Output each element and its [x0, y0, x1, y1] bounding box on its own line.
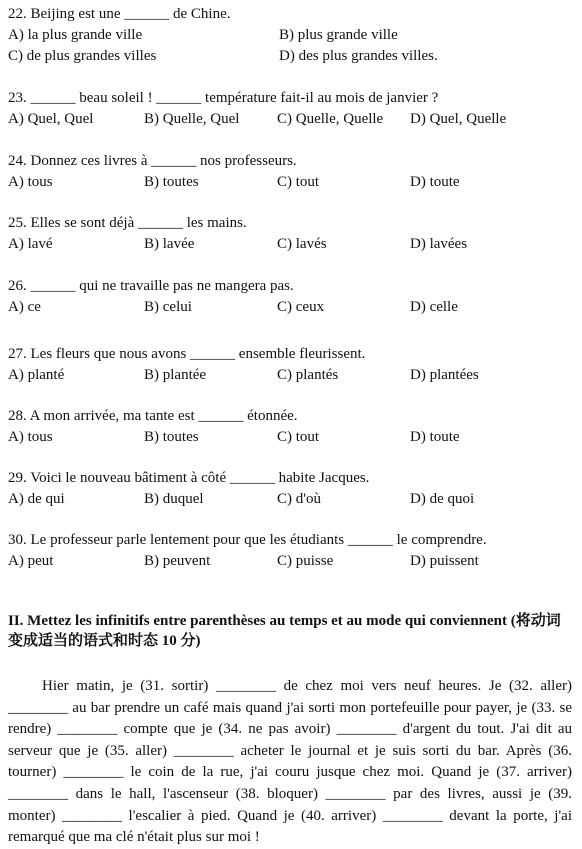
question-text: 27. Les fleurs que nous avons ______ ensemble fleurissent. — [8, 346, 366, 362]
question-27 — [8, 345, 574, 387]
option-b: B) plus grande ville — [279, 27, 398, 43]
option-d: D) de quoi — [410, 491, 475, 507]
option-c: C) plantés — [277, 367, 339, 383]
option-c: C) lavés — [277, 236, 327, 252]
option-c: C) ceux — [277, 299, 325, 315]
option-a: A) la plus grande ville — [8, 27, 143, 43]
question-25 — [8, 214, 574, 256]
option-a: A) planté — [8, 367, 65, 383]
option-a: A) peut — [8, 553, 54, 569]
question-text: 24. Donnez ces livres à ______ nos professeurs. — [8, 153, 297, 169]
option-a: A) tous — [8, 429, 53, 445]
option-c: C) puisse — [277, 553, 334, 569]
question-26 — [8, 277, 574, 319]
question-22 — [8, 5, 574, 67]
option-b: B) celui — [144, 299, 192, 315]
question-text: 30. Le professeur parle lentement pour que les étudiants ______ le comprendre. — [8, 532, 487, 548]
option-d: D) plantées — [410, 367, 479, 383]
option-b: B) toutes — [144, 174, 199, 190]
question-28 — [8, 407, 574, 449]
option-d: D) lavées — [410, 236, 468, 252]
question-text: 28. A mon arrivée, ma tante est ______ étonnée. — [8, 408, 298, 424]
section-2-title: II. Mettez les infinitifs entre parenthèses au temps et au mode qui conviennent (将动词变成适当的语式和时态 10 分) — [8, 613, 561, 649]
option-c: C) de plus grandes villes — [8, 48, 157, 64]
option-a: A) de qui — [8, 491, 65, 507]
option-b: B) peuvent — [144, 553, 211, 569]
option-b: B) toutes — [144, 429, 199, 445]
option-d: D) Quel, Quelle — [410, 111, 507, 127]
option-c: C) tout — [277, 174, 320, 190]
option-a: A) Quel, Quel — [8, 111, 94, 127]
question-29 — [8, 469, 574, 511]
question-text: 23. ______ beau soleil ! ______ température fait-il au mois de janvier ? — [8, 90, 439, 106]
question-text: 29. Voici le nouveau bâtiment à côté ______ habite Jacques. — [8, 470, 370, 486]
question-text: 25. Elles se sont déjà ______ les mains. — [8, 215, 247, 231]
option-b: B) plantée — [144, 367, 207, 383]
option-a: A) lavé — [8, 236, 53, 252]
option-b: B) lavée — [144, 236, 195, 252]
option-a: A) ce — [8, 299, 41, 315]
fill-in-passage — [8, 676, 572, 849]
option-d: D) des plus grandes villes. — [279, 48, 438, 64]
option-b: B) duquel — [144, 491, 204, 507]
question-text: 26. ______ qui ne travaille pas ne mangera pas. — [8, 278, 294, 294]
option-d: D) toute — [410, 429, 460, 445]
option-a: A) tous — [8, 174, 53, 190]
option-d: D) puissent — [410, 553, 479, 569]
question-23 — [8, 89, 574, 131]
question-30 — [8, 531, 574, 573]
option-b: B) Quelle, Quel — [144, 111, 240, 127]
option-d: D) celle — [410, 299, 458, 315]
question-text: 22. Beijing est une ______ de Chine. — [8, 6, 231, 22]
option-c: C) Quelle, Quelle — [277, 111, 384, 127]
option-d: D) toute — [410, 174, 460, 190]
option-c: C) tout — [277, 429, 320, 445]
passage-text: Hier matin, je (31. sortir) ________ de chez moi vers neuf heures. Je (32. aller) ________ au bar prendre un café mais quand j'ai sorti mon portefeuille pour payer, je (33. se rendre) ________ compte que je (34. ne pas avoir) ________ d'argent du tout. J'ai dit au serveur que je (35. aller) ________ acheter le journal et je suis sorti du bar. Après (36. tourner) ________ le coin de la rue, j'ai couru jusque chez moi. Quand je (37. arriver) ________ dans le hall, l'ascenseur (38. bloquer) ________ par des livres, aussi je (39. monter) ________ l'escalier à pied. Quand je (40. arriver) ________ devant la porte, j'ai remarqué que ma clé n'était plus sur moi ! — [8, 678, 572, 846]
option-c: C) d'où — [277, 491, 321, 507]
question-24 — [8, 152, 574, 194]
